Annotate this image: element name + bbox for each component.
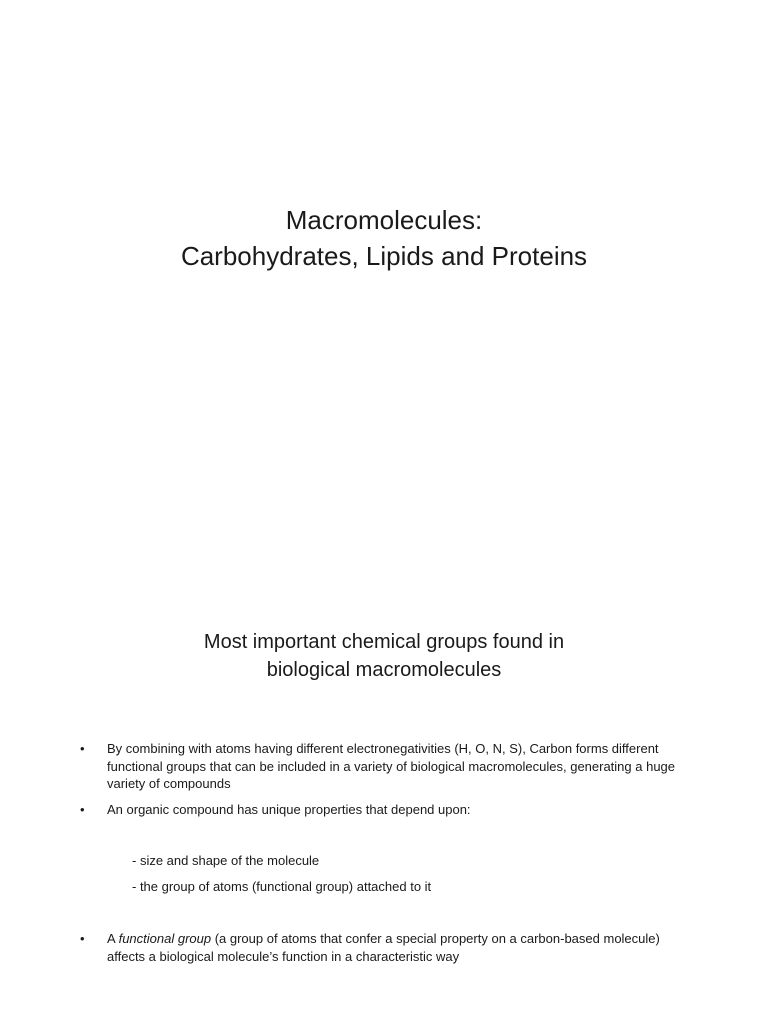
sub-item-functional-group: - the group of atoms (functional group) attached to it	[132, 879, 432, 894]
slide-heading	[0, 628, 768, 684]
sub-item-size-shape: - size and shape of the molecule	[132, 853, 320, 868]
title-line-2: Carbohydrates, Lipids and Proteins	[180, 241, 588, 271]
bullet-dot: •	[80, 741, 85, 756]
bullet-text-prefix: A	[107, 931, 119, 946]
bullet-item-electronegativity	[80, 740, 700, 793]
bullet-item-functional-group	[80, 930, 700, 965]
bullet-item-properties	[80, 801, 700, 819]
bullet-dot: •	[80, 931, 85, 946]
heading-line-2: biological macromolecules	[266, 659, 502, 681]
heading-line-1: Most important chemical groups found in	[203, 631, 565, 653]
functional-group-term: functional group	[118, 931, 212, 946]
bullet-text: An organic compound has unique properties that depend upon:	[107, 802, 471, 817]
bullet-dot: •	[80, 802, 85, 817]
bullet-text: By combining with atoms having different electronegativities (H, O, N, S), Carbon forms different functional groups that can be included in a variety of biological macromolecules, generating a huge variety of compounds	[107, 741, 676, 791]
slide-chemical-groups	[0, 512, 768, 1024]
bullet-text	[107, 931, 660, 964]
title-line-1: Macromolecules:	[285, 205, 483, 235]
bullet-text-rest: (a group of atoms that confer a special property on a carbon-based molecule) affects a biological molecule’s function in a characteristic way	[107, 931, 660, 964]
slide-title-heading	[0, 202, 768, 274]
